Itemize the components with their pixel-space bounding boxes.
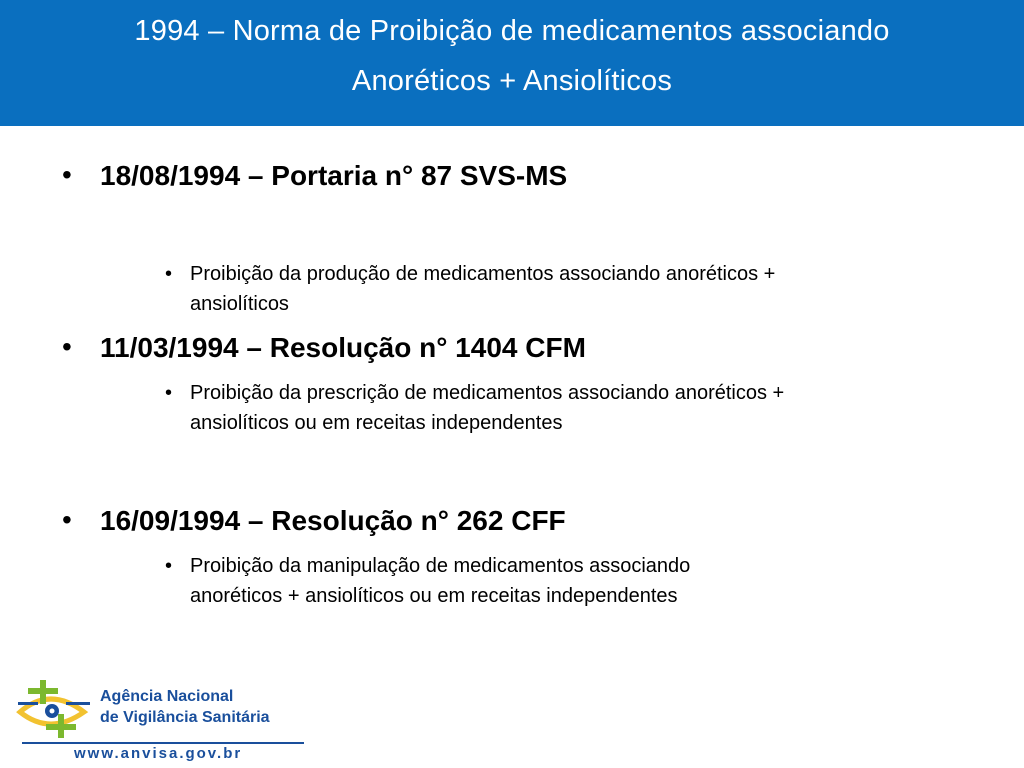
logo-name-line-2: de Vigilância Sanitária [100,709,270,726]
sub-bullet-icon: • [165,263,173,285]
sub-bullet-line: anoréticos + ansiolíticos ou em receitas independentes [190,585,678,607]
sub-bullet-line: Proibição da manipulação de medicamentos associando [190,555,691,577]
logo-name-line-1: Agência Nacional [100,688,234,705]
bullet-icon: • [62,159,72,190]
sub-bullet-line: ansiolíticos ou em receitas independentes [190,412,563,434]
logo-divider [22,742,304,744]
bullet-item-heading: 16/09/1994 – Resolução n° 262 CFF [100,505,566,536]
sub-bullet-item-1 [165,259,965,319]
logo-url[interactable]: www.anvisa.gov.br [74,745,243,762]
anvisa-emblem-icon [14,678,94,742]
bullet-item-heading: 18/08/1994 – Portaria n° 87 SVS-MS [100,160,568,191]
sub-bullet-icon: • [165,555,173,577]
sub-bullet-icon: • [165,382,173,404]
sub-bullet-item-3 [165,551,965,611]
bullet-icon: • [62,504,72,535]
sub-bullet-line: Proibição da prescrição de medicamentos associando anoréticos + [190,382,785,404]
anvisa-logo [14,678,314,762]
sub-bullet-line: Proibição da produção de medicamentos associando anoréticos + [190,263,776,285]
title-line-1: 1994 – Norma de Proibição de medicamentos associando [134,15,890,47]
sub-bullet-item-2 [165,378,965,438]
title-line-2: Anoréticos + Ansiolíticos [351,65,673,97]
bullet-icon: • [62,331,72,362]
sub-bullet-line: ansiolíticos [190,293,289,315]
bullet-item-heading: 11/03/1994 – Resolução n° 1404 CFM [100,332,586,363]
